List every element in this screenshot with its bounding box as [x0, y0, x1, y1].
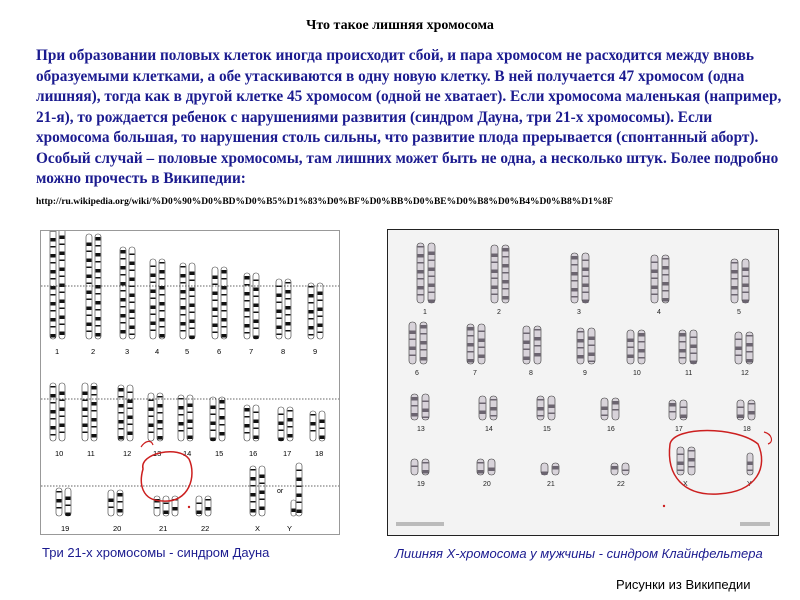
chromosome-label: 17 [283, 449, 292, 458]
chromosome [411, 459, 418, 475]
chromosome-label: 4 [155, 347, 160, 356]
chromosome [82, 383, 88, 441]
chromosome-label: 1 [423, 309, 427, 316]
karyotype-klinefelter [387, 229, 779, 536]
chromosome-label: 19 [417, 481, 425, 488]
chromosome [409, 322, 416, 364]
chromosome [582, 253, 589, 303]
chromosome [477, 459, 484, 475]
chromosome-label: Y [287, 524, 293, 533]
chromosome [259, 466, 265, 516]
chromosome [601, 398, 608, 420]
chromosome [278, 407, 284, 441]
chromosome [478, 324, 485, 364]
chromosome [680, 400, 687, 420]
karyotype-right-image [388, 230, 778, 535]
chromosome [59, 383, 65, 441]
chromosome [488, 459, 495, 475]
chromosome-label: 22 [201, 524, 210, 533]
chromosome [612, 398, 619, 420]
chromosome [627, 330, 634, 364]
chromosome-label: 1 [55, 347, 60, 356]
chromosome [669, 400, 676, 420]
chromosome [250, 466, 256, 516]
chromosome [742, 259, 749, 303]
chromosome-label: 5 [737, 309, 741, 316]
chromosome-label: Y [747, 481, 752, 488]
highlight-dot [188, 506, 190, 508]
chromosome [210, 397, 216, 441]
chromosome [129, 247, 135, 339]
chromosome [59, 231, 65, 339]
chromosome [187, 395, 193, 441]
chromosome [638, 330, 645, 364]
chromosome [534, 326, 541, 364]
chromosome [50, 383, 56, 441]
chromosome [205, 496, 211, 516]
chromosome-label: 10 [633, 370, 641, 377]
chromosome [157, 393, 163, 441]
karyotype-left-image [41, 231, 339, 534]
chromosome [108, 490, 114, 516]
chromosome-label: 17 [675, 426, 683, 433]
chromosome [285, 279, 291, 339]
chromosome-label: 3 [125, 347, 130, 356]
chromosome [159, 259, 165, 339]
chromosome [541, 463, 548, 475]
chromosome-label: 11 [87, 449, 95, 458]
chromosome [622, 463, 629, 475]
chromosome-label: 5 [185, 347, 190, 356]
chromosome [244, 405, 250, 441]
chromosome-label: 21 [547, 481, 555, 488]
chromosome [317, 283, 323, 339]
chromosome [428, 243, 435, 303]
slide-paragraph [36, 46, 786, 212]
chromosome-label: 8 [281, 347, 286, 356]
chromosome [310, 411, 316, 441]
or-label: or [277, 488, 284, 495]
chromosome [748, 400, 755, 420]
karyotype-down-syndrome [40, 230, 340, 535]
chromosome-label: 11 [685, 370, 693, 377]
chromosome [548, 396, 555, 420]
chromosome [588, 328, 595, 364]
highlight-stroke [141, 441, 153, 447]
chromosome-label: 10 [55, 449, 64, 458]
chromosome [253, 405, 259, 441]
chromosome-label: 2 [91, 347, 96, 356]
chromosome [287, 407, 293, 441]
chromosome [677, 447, 684, 475]
chromosome [502, 245, 509, 303]
chromosome [212, 267, 218, 339]
chromosome [491, 245, 498, 303]
chromosome [611, 463, 618, 475]
chromosome [688, 447, 695, 475]
scan-artifact [740, 522, 770, 526]
chromosome [746, 332, 753, 364]
chromosome [490, 396, 497, 420]
chromosome [308, 283, 314, 339]
wikipedia-link[interactable]: http://ru.wikipedia.org/wiki/%D0%90%D0%BD%D0%B5%D1%83%D0%BF%D0%BB%D0%BE%D0%B8%D0%B4%D0%B8%D1%8F [36, 196, 613, 207]
paragraph-text: При образовании половых клеток иногда происходит сбой, и пара хромосом не расходится между вновь образуемыми клетками, а обе утаскиваются в одну новую клетку. В ней получается 47 хромосом (одна лишняя), тогда как в другой клетке 45 хромосом (одной не хватает). Если хромосома маленькая (например, 21-я), то рождается ребенок с нарушениями развития (синдром Дауна, три 21-х хромосомы). Если хромосома большая, то нарушения столь сильны, что развитие плода прерывается (спонтанный аборт). Особый случай – половые хромосомы, там лишних может быть не одна, а несколько штук. Более подробно можно прочесть в Википедии: [36, 47, 782, 187]
caption-klinefelter: Лишняя X-хромосома у мужчины - синдром Клайнфельтера [395, 546, 763, 561]
chromosome [244, 273, 250, 339]
chromosome [95, 234, 101, 339]
chromosome-label: 6 [415, 370, 419, 377]
chromosome-label: 15 [543, 426, 551, 433]
highlight-circle [141, 452, 192, 501]
chromosome-label: 13 [153, 449, 162, 458]
chromosome [467, 324, 474, 364]
chromosome-label: 20 [113, 524, 122, 533]
chromosome-label: 3 [577, 309, 581, 316]
chromosome-label: 21 [159, 524, 168, 533]
chromosome-label: 14 [183, 449, 192, 458]
chromosome [422, 459, 429, 475]
chromosome [117, 490, 123, 516]
chromosome-label: 2 [497, 309, 501, 316]
chromosome [319, 411, 325, 441]
chromosome [86, 234, 92, 339]
chromosome [747, 453, 753, 475]
chromosome [737, 400, 744, 420]
chromosome [422, 394, 429, 420]
chromosome [420, 322, 427, 364]
chromosome-label: 8 [529, 370, 533, 377]
chromosome [56, 488, 62, 516]
chromosome [571, 253, 578, 303]
chromosome-label: 16 [249, 449, 258, 458]
chromosome [731, 259, 738, 303]
chromosome [417, 243, 424, 303]
chromosome-label: 12 [741, 370, 749, 377]
chromosome [577, 328, 584, 364]
chromosome [291, 500, 296, 516]
chromosome-label: 13 [417, 426, 425, 433]
chromosome-label: 12 [123, 449, 132, 458]
chromosome [221, 267, 227, 339]
chromosome [219, 397, 225, 441]
chromosome [196, 496, 202, 516]
chromosome [662, 255, 669, 303]
chromosome [120, 247, 126, 339]
chromosome-label: 18 [315, 449, 324, 458]
highlight-dot [663, 505, 665, 507]
chromosome [150, 259, 156, 339]
chromosome-label: 4 [657, 309, 661, 316]
scan-artifact [396, 522, 444, 526]
chromosome [178, 395, 184, 441]
chromosome [651, 255, 658, 303]
chromosome-label: 14 [485, 426, 493, 433]
chromosome-label: 7 [473, 370, 477, 377]
caption-down-syndrome: Три 21-х хромосомы - синдром Дауна [42, 545, 270, 560]
chromosome [180, 263, 186, 339]
chromosome [411, 394, 418, 420]
chromosome-label: 7 [249, 347, 254, 356]
chromosome-label: 19 [61, 524, 70, 533]
chromosome-label: 15 [215, 449, 224, 458]
chromosome [163, 496, 169, 516]
chromosome [523, 326, 530, 364]
chromosome [91, 383, 97, 441]
chromosome [148, 393, 154, 441]
chromosome [65, 488, 71, 516]
chromosome [479, 396, 486, 420]
chromosome-label: 9 [313, 347, 318, 356]
chromosome [189, 263, 195, 339]
chromosome-label: 16 [607, 426, 615, 433]
chromosome [127, 385, 133, 441]
chromosome [552, 463, 559, 475]
chromosome [253, 273, 259, 339]
chromosome [50, 231, 56, 339]
chromosome [118, 385, 124, 441]
chromosome-label: 22 [617, 481, 625, 488]
chromosome [276, 279, 282, 339]
chromosome [679, 330, 686, 364]
chromosome-label: X [683, 481, 688, 488]
chromosome-label: X [255, 524, 261, 533]
chromosome [154, 496, 160, 516]
chromosome [735, 332, 742, 364]
chromosome-label: 18 [743, 426, 751, 433]
chromosome [296, 463, 302, 516]
chromosome [537, 396, 544, 420]
slide-title: Что такое лишняя хромосома [306, 18, 494, 33]
chromosome [690, 330, 697, 364]
chromosome-label: 20 [483, 481, 491, 488]
chromosome-label: 6 [217, 347, 222, 356]
highlight-stroke [764, 432, 771, 444]
credit-text: Рисунки из Википедии [616, 577, 751, 592]
chromosome-label: 9 [583, 370, 587, 377]
